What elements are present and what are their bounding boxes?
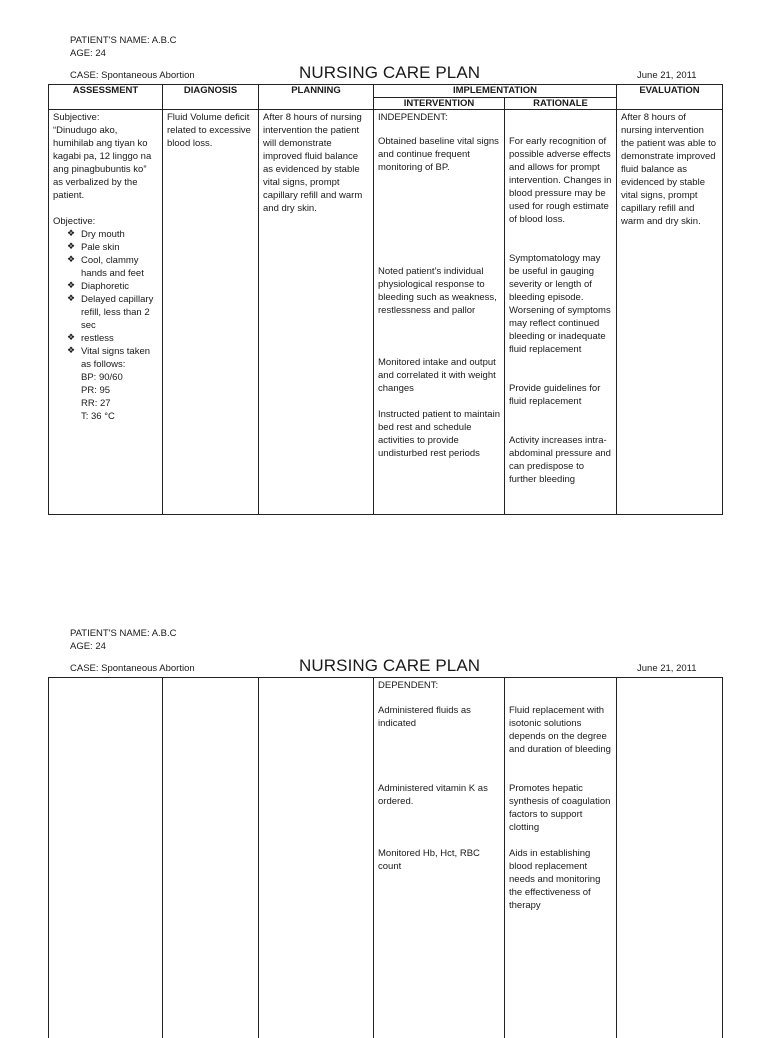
- subjective-text: “Dinudugo ako, humihilab ang tiyan ko kagabi pa, 12 linggo na ang pinagbubuntis ko” as verbalized by the patient.: [53, 125, 152, 201]
- vital-rr: RR: 27: [81, 398, 111, 409]
- patient-name: PATIENT'S NAME: A.B.C: [70, 35, 177, 46]
- column-header-planning: PLANNING: [259, 85, 374, 110]
- column-header-evaluation: EVALUATION: [617, 85, 723, 110]
- list-item: ❖ Dry mouth: [67, 228, 158, 241]
- planning-cell: [259, 678, 374, 1038]
- rationale-item: Fluid replacement with isotonic solutions depends on the degree and duration of bleeding: [509, 705, 611, 755]
- rationale-cell: [505, 678, 617, 1038]
- diagnosis-cell: [163, 678, 259, 1038]
- care-plan-table-continued: [48, 677, 723, 1038]
- list-item: ❖ Diaphoretic: [67, 280, 158, 293]
- vital-temp: T: 36 °C: [81, 411, 115, 422]
- list-item: ❖ Vital signs taken as follows:: [67, 345, 158, 371]
- subjective-label: Subjective:: [53, 112, 100, 123]
- rationale-item: Provide guidelines for fluid replacement: [509, 383, 601, 407]
- intervention-item: Administered fluids as indicated: [378, 705, 471, 729]
- diagnosis-text: Fluid Volume deficit related to excessive blood loss.: [167, 112, 251, 149]
- care-plan-table: [48, 84, 723, 515]
- evaluation-cell: [617, 678, 723, 1038]
- planning-text: After 8 hours of nursing intervention the patient will demonstrate improved fluid balance as evidenced by stable vital signs, prompt capillary refill and warm and dry skin.: [263, 112, 363, 214]
- column-header-assessment: ASSESSMENT: [49, 85, 163, 110]
- vital-pr: PR: 95: [81, 385, 111, 396]
- plan-date: June 21, 2011: [637, 663, 697, 674]
- assessment-cell: [49, 678, 163, 1038]
- column-header-rationale: RATIONALE: [505, 98, 617, 110]
- rationale-item: For early recognition of possible adverse effects and allows for prompt intervention. Changes in blood pressure may be used for rough estimate of blood loss.: [509, 136, 612, 225]
- intervention-item: Noted patient’s individual physiological response to bleeding such as weakness, restlessness and pallor: [378, 266, 497, 316]
- planning-cell: [259, 110, 374, 515]
- evaluation-cell: [617, 110, 723, 515]
- rationale-cell: [505, 110, 617, 515]
- column-header-intervention: INTERVENTION: [374, 98, 505, 110]
- objective-label: Objective:: [53, 216, 96, 227]
- dependent-label: DEPENDENT:: [378, 680, 439, 691]
- page-title: NURSING CARE PLAN: [299, 63, 481, 82]
- independent-label: INDEPENDENT:: [378, 112, 448, 123]
- intervention-item: Obtained baseline vital signs and continue frequent monitoring of BP.: [378, 136, 499, 173]
- intervention-cell: [374, 110, 505, 515]
- column-header-implementation: IMPLEMENTATION: [374, 85, 617, 98]
- plan-date: June 21, 2011: [637, 70, 697, 81]
- rationale-item: Symptomatology may be useful in gauging severity or length of bleeding episode. Worsening of symptoms may reflect continued bleeding or inadequate fluid replacement: [509, 253, 611, 355]
- intervention-item: Monitored Hb, Hct, RBC count: [378, 848, 480, 872]
- diagnosis-cell: [163, 110, 259, 515]
- case-label: CASE: Spontaneous Abortion: [70, 663, 195, 674]
- intervention-cell: [374, 678, 505, 1038]
- rationale-item: Promotes hepatic synthesis of coagulation factors to support clotting: [509, 783, 611, 833]
- list-item: ❖ restless: [67, 332, 158, 345]
- list-item: ❖ Pale skin: [67, 241, 158, 254]
- assessment-cell: [49, 110, 163, 515]
- list-item: ❖ Cool, clammy hands and feet: [67, 254, 158, 280]
- patient-name: PATIENT'S NAME: A.B.C: [70, 628, 177, 639]
- intervention-item: Monitored intake and output and correlated it with weight changes: [378, 357, 496, 394]
- rationale-item: Activity increases intra-abdominal pressure and can predispose to further bleeding: [509, 435, 611, 485]
- vital-bp: BP: 90/60: [81, 372, 123, 383]
- evaluation-text: After 8 hours of nursing intervention the patient was able to demonstrate improved fluid balance as evidenced by stable vital signs, prompt capillary refill and warm and dry skin.: [621, 112, 717, 227]
- column-header-diagnosis: DIAGNOSIS: [163, 85, 259, 110]
- objective-list: [53, 228, 158, 371]
- patient-age: AGE: 24: [70, 641, 106, 652]
- rationale-item: Aids in establishing blood replacement needs and monitoring the effectiveness of therapy: [509, 848, 601, 911]
- intervention-item: Administered vitamin K as ordered.: [378, 783, 488, 807]
- case-label: CASE: Spontaneous Abortion: [70, 70, 195, 81]
- intervention-item: Instructed patient to maintain bed rest and schedule activities to provide undisturbed rest periods: [378, 409, 500, 459]
- patient-age: AGE: 24: [70, 48, 106, 59]
- page-title: NURSING CARE PLAN: [299, 656, 481, 675]
- list-item: ❖ Delayed capillary refill, less than 2 sec: [67, 293, 158, 332]
